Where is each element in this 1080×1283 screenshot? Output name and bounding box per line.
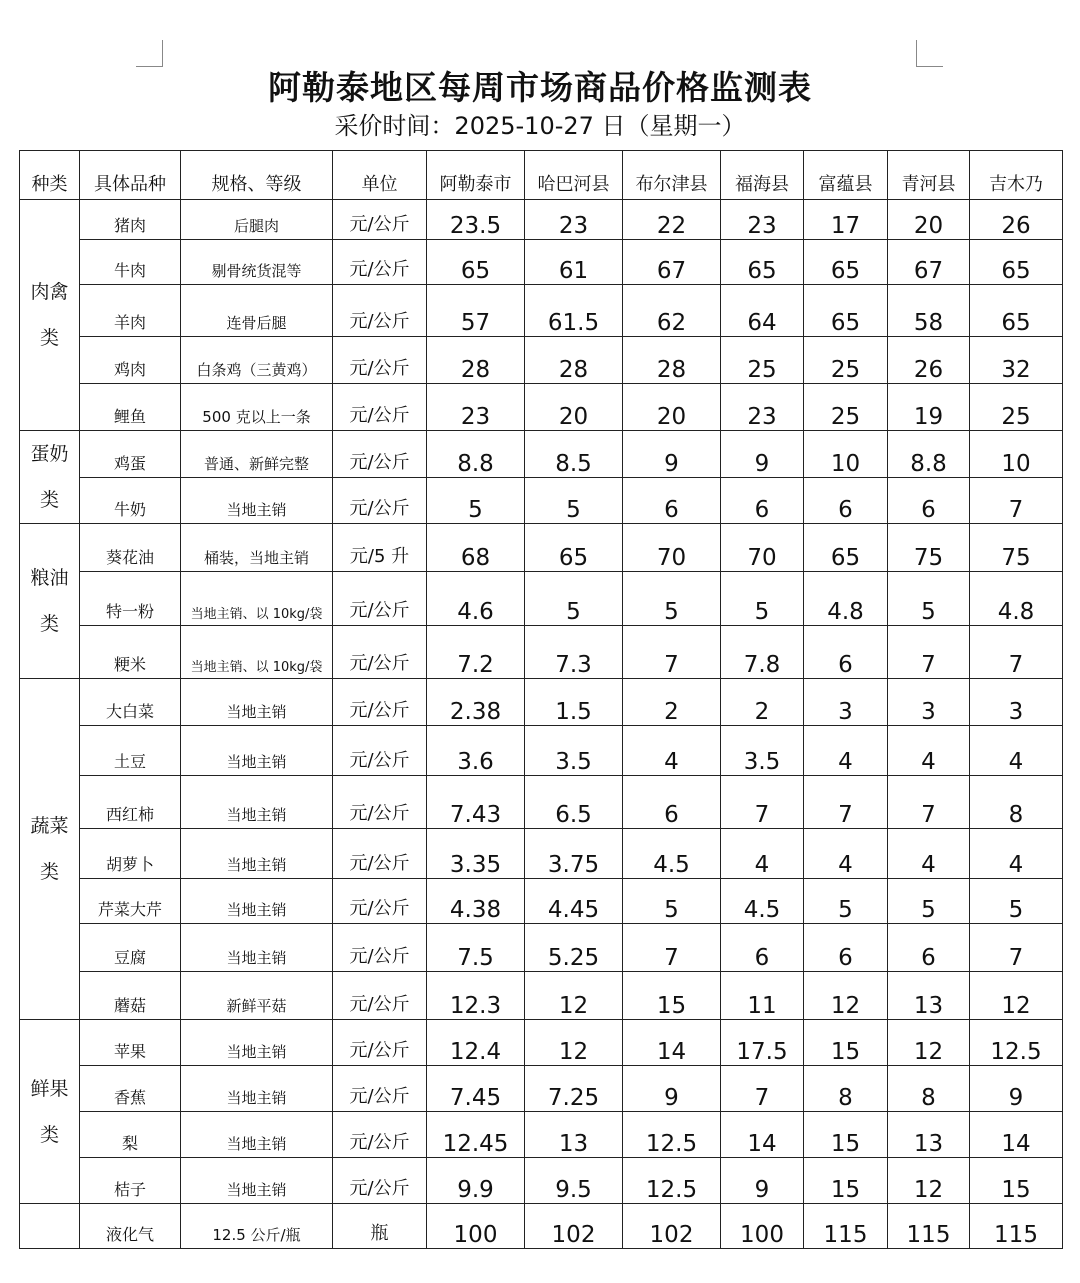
price-cell: 7 [970, 924, 1063, 972]
price-cell: 5 [525, 572, 623, 626]
item-unit: 元/公斤 [333, 679, 427, 726]
price-cell: 4 [623, 726, 721, 776]
item-unit: 元/公斤 [333, 972, 427, 1020]
item-spec: 新鲜平菇 [181, 972, 333, 1020]
price-cell: 5.25 [525, 924, 623, 972]
item-unit: 元/公斤 [333, 200, 427, 240]
item-spec: 当地主销 [181, 829, 333, 879]
price-table [19, 150, 1063, 1249]
price-cell: 7 [970, 626, 1063, 679]
price-cell: 7.43 [427, 776, 525, 829]
price-cell: 8.8 [888, 431, 970, 478]
price-cell: 20 [623, 384, 721, 431]
item-name: 鸡蛋 [80, 431, 181, 478]
item-unit: 元/公斤 [333, 726, 427, 776]
column-header: 规格、等级 [181, 151, 333, 200]
price-cell: 5 [623, 879, 721, 924]
price-cell: 6 [804, 477, 888, 524]
table-row [20, 337, 1063, 384]
price-cell: 32 [970, 337, 1063, 384]
price-cell: 13 [888, 1112, 970, 1158]
price-cell: 9 [721, 431, 804, 478]
item-spec: 当地主销 [181, 1112, 333, 1158]
price-cell: 5 [804, 879, 888, 924]
price-cell: 5 [888, 879, 970, 924]
column-header: 种类 [20, 151, 80, 200]
price-cell: 6 [888, 924, 970, 972]
price-cell: 15 [804, 1112, 888, 1158]
price-cell: 61.5 [525, 285, 623, 337]
category-egg-dairy: 蛋奶类 [20, 431, 80, 524]
price-cell: 15 [970, 1158, 1063, 1204]
item-unit: 元/公斤 [333, 1158, 427, 1204]
price-cell: 67 [888, 240, 970, 285]
item-unit: 瓶 [333, 1204, 427, 1249]
price-cell: 3.75 [525, 829, 623, 879]
item-unit: 元/公斤 [333, 924, 427, 972]
item-name: 豆腐 [80, 924, 181, 972]
price-cell: 12.5 [623, 1158, 721, 1204]
price-cell: 14 [721, 1112, 804, 1158]
item-unit: 元/公斤 [333, 572, 427, 626]
category-fruit: 鲜果类 [20, 1020, 80, 1204]
item-name: 蘑菇 [80, 972, 181, 1020]
price-cell: 9 [721, 1158, 804, 1204]
price-cell: 4.5 [721, 879, 804, 924]
price-cell: 17.5 [721, 1020, 804, 1066]
price-cell: 7.45 [427, 1066, 525, 1112]
price-cell: 9.5 [525, 1158, 623, 1204]
price-cell: 4.6 [427, 572, 525, 626]
price-cell: 6 [721, 477, 804, 524]
price-cell: 11 [721, 972, 804, 1020]
table-row [20, 1066, 1063, 1112]
price-cell: 7 [721, 776, 804, 829]
item-spec: 当地主销 [181, 879, 333, 924]
price-cell: 3.5 [525, 726, 623, 776]
price-cell: 3 [888, 679, 970, 726]
column-header: 具体品种 [80, 151, 181, 200]
item-spec: 当地主销 [181, 726, 333, 776]
table-row [20, 679, 1063, 726]
price-cell: 5 [721, 572, 804, 626]
price-cell: 67 [623, 240, 721, 285]
price-cell: 4.45 [525, 879, 623, 924]
price-cell: 65 [970, 285, 1063, 337]
price-cell: 100 [427, 1204, 525, 1249]
price-cell: 7 [623, 626, 721, 679]
price-cell: 12 [888, 1020, 970, 1066]
price-cell: 22 [623, 200, 721, 240]
price-cell: 10 [970, 431, 1063, 478]
price-cell: 13 [888, 972, 970, 1020]
price-cell: 70 [721, 524, 804, 572]
price-cell: 6 [804, 626, 888, 679]
item-unit: 元/公斤 [333, 240, 427, 285]
category-meat: 肉禽类 [20, 200, 80, 431]
price-cell: 2 [721, 679, 804, 726]
item-spec: 500 克以上一条 [181, 384, 333, 431]
table-row [20, 384, 1063, 431]
item-spec: 连骨后腿 [181, 285, 333, 337]
price-cell: 7 [888, 776, 970, 829]
item-name: 液化气 [80, 1204, 181, 1249]
item-unit: 元/公斤 [333, 384, 427, 431]
item-name: 羊肉 [80, 285, 181, 337]
price-cell: 12.3 [427, 972, 525, 1020]
item-spec: 当地主销 [181, 776, 333, 829]
item-name: 西红柿 [80, 776, 181, 829]
price-cell: 7 [970, 477, 1063, 524]
price-cell: 9 [623, 431, 721, 478]
price-cell: 7.25 [525, 1066, 623, 1112]
item-name: 香蕉 [80, 1066, 181, 1112]
table-row [20, 572, 1063, 626]
table-row [20, 924, 1063, 972]
price-cell: 23 [525, 200, 623, 240]
price-cell: 58 [888, 285, 970, 337]
price-cell: 26 [888, 337, 970, 384]
price-cell: 25 [970, 384, 1063, 431]
price-cell: 61 [525, 240, 623, 285]
price-cell: 28 [525, 337, 623, 384]
column-header: 阿勒泰市 [427, 151, 525, 200]
item-spec: 当地主销、以 10kg/袋 [181, 626, 333, 679]
item-unit: 元/5 升 [333, 524, 427, 572]
price-cell: 7.8 [721, 626, 804, 679]
item-spec: 后腿肉 [181, 200, 333, 240]
item-spec: 当地主销 [181, 679, 333, 726]
price-cell: 62 [623, 285, 721, 337]
table-row [20, 726, 1063, 776]
price-cell: 75 [970, 524, 1063, 572]
price-cell: 15 [804, 1020, 888, 1066]
price-cell: 13 [525, 1112, 623, 1158]
item-name: 牛肉 [80, 240, 181, 285]
price-cell: 12.4 [427, 1020, 525, 1066]
item-name: 粳米 [80, 626, 181, 679]
price-cell: 8.5 [525, 431, 623, 478]
table-row [20, 829, 1063, 879]
price-cell: 65 [804, 240, 888, 285]
column-header: 单位 [333, 151, 427, 200]
item-name: 土豆 [80, 726, 181, 776]
table-row [20, 776, 1063, 829]
price-cell: 6 [623, 776, 721, 829]
item-spec: 当地主销 [181, 1158, 333, 1204]
price-cell: 8.8 [427, 431, 525, 478]
price-cell: 4 [888, 726, 970, 776]
column-header: 吉木乃 [970, 151, 1063, 200]
item-spec: 12.5 公斤/瓶 [181, 1204, 333, 1249]
item-spec: 当地主销 [181, 1066, 333, 1112]
price-cell: 1.5 [525, 679, 623, 726]
price-cell: 15 [623, 972, 721, 1020]
price-cell: 25 [721, 337, 804, 384]
price-cell: 26 [970, 200, 1063, 240]
price-cell: 4 [970, 829, 1063, 879]
table-row [20, 285, 1063, 337]
item-spec: 当地主销 [181, 1020, 333, 1066]
price-cell: 5 [888, 572, 970, 626]
table-row [20, 1020, 1063, 1066]
price-cell: 23.5 [427, 200, 525, 240]
item-unit: 元/公斤 [333, 1020, 427, 1066]
price-cell: 6 [721, 924, 804, 972]
table-row [20, 477, 1063, 524]
price-cell: 2.38 [427, 679, 525, 726]
item-spec: 当地主销、以 10kg/袋 [181, 572, 333, 626]
item-unit: 元/公斤 [333, 879, 427, 924]
price-cell: 14 [970, 1112, 1063, 1158]
price-cell: 7.5 [427, 924, 525, 972]
table-row [20, 626, 1063, 679]
item-unit: 元/公斤 [333, 431, 427, 478]
price-date: 采价时间：2025-10-27 日（星期一） [334, 112, 746, 140]
price-cell: 6 [804, 924, 888, 972]
price-cell: 3.6 [427, 726, 525, 776]
price-cell: 10 [804, 431, 888, 478]
table-row [20, 972, 1063, 1020]
price-cell: 5 [427, 477, 525, 524]
item-name: 猪肉 [80, 200, 181, 240]
item-name: 桔子 [80, 1158, 181, 1204]
table-header-row [20, 151, 1063, 200]
column-header: 哈巴河县 [525, 151, 623, 200]
price-cell: 75 [888, 524, 970, 572]
price-cell: 8 [888, 1066, 970, 1112]
table-row [20, 1158, 1063, 1204]
price-cell: 4.38 [427, 879, 525, 924]
table-row [20, 524, 1063, 572]
price-cell: 8 [970, 776, 1063, 829]
price-cell: 20 [525, 384, 623, 431]
price-cell: 70 [623, 524, 721, 572]
item-unit: 元/公斤 [333, 477, 427, 524]
price-cell: 6 [888, 477, 970, 524]
price-cell: 12 [525, 972, 623, 1020]
price-cell: 4 [888, 829, 970, 879]
item-unit: 元/公斤 [333, 829, 427, 879]
price-cell: 12.5 [970, 1020, 1063, 1066]
item-spec: 白条鸡（三黄鸡） [181, 337, 333, 384]
price-cell: 28 [623, 337, 721, 384]
price-cell: 65 [970, 240, 1063, 285]
price-cell: 4 [970, 726, 1063, 776]
price-cell: 4.5 [623, 829, 721, 879]
item-unit: 元/公斤 [333, 776, 427, 829]
price-cell: 102 [623, 1204, 721, 1249]
item-name: 梨 [80, 1112, 181, 1158]
price-cell: 65 [525, 524, 623, 572]
column-header: 富蕴县 [804, 151, 888, 200]
price-cell: 7 [721, 1066, 804, 1112]
page-title: 阿勒泰地区每周市场商品价格监测表 [268, 68, 812, 107]
item-name: 鸡肉 [80, 337, 181, 384]
price-cell: 3 [970, 679, 1063, 726]
price-cell: 7.2 [427, 626, 525, 679]
price-cell: 19 [888, 384, 970, 431]
price-cell: 7 [804, 776, 888, 829]
price-cell: 15 [804, 1158, 888, 1204]
price-cell: 23 [721, 200, 804, 240]
price-cell: 115 [804, 1204, 888, 1249]
price-cell: 12 [804, 972, 888, 1020]
table-row [20, 431, 1063, 478]
item-unit: 元/公斤 [333, 1112, 427, 1158]
price-cell: 9 [970, 1066, 1063, 1112]
price-cell: 9.9 [427, 1158, 525, 1204]
price-cell: 4 [804, 829, 888, 879]
item-name: 芹菜大芹 [80, 879, 181, 924]
column-header: 青河县 [888, 151, 970, 200]
price-cell: 4.8 [804, 572, 888, 626]
price-cell: 12 [525, 1020, 623, 1066]
price-cell: 7 [623, 924, 721, 972]
price-cell: 25 [804, 384, 888, 431]
price-cell: 7 [888, 626, 970, 679]
price-cell: 64 [721, 285, 804, 337]
item-name: 大白菜 [80, 679, 181, 726]
price-cell: 3.5 [721, 726, 804, 776]
item-name: 牛奶 [80, 477, 181, 524]
price-cell: 20 [888, 200, 970, 240]
item-spec: 当地主销 [181, 477, 333, 524]
price-cell: 25 [804, 337, 888, 384]
price-cell: 57 [427, 285, 525, 337]
price-cell: 65 [721, 240, 804, 285]
price-cell: 3.35 [427, 829, 525, 879]
price-cell: 4.8 [970, 572, 1063, 626]
price-cell: 65 [804, 285, 888, 337]
price-cell: 5 [525, 477, 623, 524]
column-header: 布尔津县 [623, 151, 721, 200]
price-cell: 28 [427, 337, 525, 384]
item-name: 胡萝卜 [80, 829, 181, 879]
item-name: 鲤鱼 [80, 384, 181, 431]
price-cell: 115 [888, 1204, 970, 1249]
category-grain-oil: 粮油类 [20, 524, 80, 679]
price-cell: 12 [888, 1158, 970, 1204]
table-row [20, 240, 1063, 285]
item-unit: 元/公斤 [333, 337, 427, 384]
price-cell: 17 [804, 200, 888, 240]
table-row [20, 200, 1063, 240]
item-spec: 剔骨统货混等 [181, 240, 333, 285]
price-cell: 102 [525, 1204, 623, 1249]
price-cell: 65 [427, 240, 525, 285]
price-cell: 12.5 [623, 1112, 721, 1158]
price-cell: 23 [721, 384, 804, 431]
price-cell: 4 [804, 726, 888, 776]
item-spec: 普通、新鲜完整 [181, 431, 333, 478]
price-cell: 8 [804, 1066, 888, 1112]
price-cell: 6.5 [525, 776, 623, 829]
item-name: 葵花油 [80, 524, 181, 572]
item-unit: 元/公斤 [333, 626, 427, 679]
item-unit: 元/公斤 [333, 1066, 427, 1112]
price-cell: 4 [721, 829, 804, 879]
table-row [20, 879, 1063, 924]
price-cell: 3 [804, 679, 888, 726]
price-cell: 23 [427, 384, 525, 431]
item-name: 苹果 [80, 1020, 181, 1066]
price-cell: 7.3 [525, 626, 623, 679]
column-header: 福海县 [721, 151, 804, 200]
price-cell: 68 [427, 524, 525, 572]
price-cell: 12 [970, 972, 1063, 1020]
item-unit: 元/公斤 [333, 285, 427, 337]
price-cell: 5 [623, 572, 721, 626]
price-cell: 9 [623, 1066, 721, 1112]
price-cell: 14 [623, 1020, 721, 1066]
price-cell: 12.45 [427, 1112, 525, 1158]
price-cell: 5 [970, 879, 1063, 924]
item-spec: 当地主销 [181, 924, 333, 972]
item-name: 特一粉 [80, 572, 181, 626]
price-cell: 6 [623, 477, 721, 524]
category-other [20, 1204, 80, 1249]
item-spec: 桶装，当地主销 [181, 524, 333, 572]
table-row [20, 1204, 1063, 1249]
price-cell: 115 [970, 1204, 1063, 1249]
table-row [20, 1112, 1063, 1158]
price-cell: 2 [623, 679, 721, 726]
category-vegetable: 蔬菜类 [20, 679, 80, 1020]
price-cell: 65 [804, 524, 888, 572]
price-cell: 100 [721, 1204, 804, 1249]
